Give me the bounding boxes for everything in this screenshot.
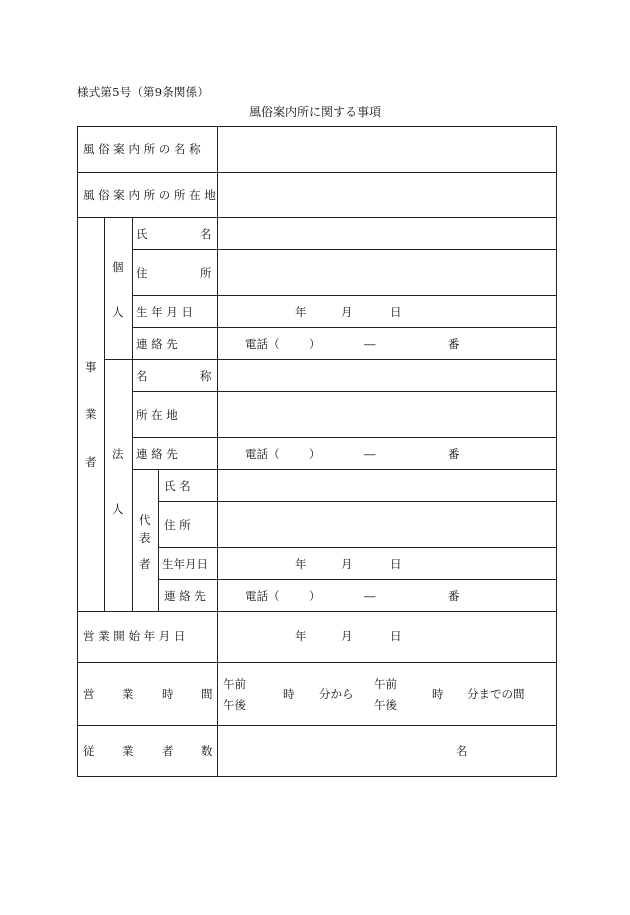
- representative-birthdate-year: 年: [295, 557, 307, 571]
- employee-count-char: 従: [83, 744, 95, 758]
- business-start-month: 月: [341, 629, 353, 643]
- open-am-label: 午前: [223, 677, 246, 691]
- individual-contact-label: 連 絡 先: [136, 337, 178, 351]
- close-minutes-until: 分までの間: [467, 687, 525, 701]
- business-hours-char: 時: [162, 687, 174, 701]
- employee-count-char: 数: [201, 744, 213, 758]
- business-operator-char: 事: [85, 360, 97, 374]
- corporation-phone-dash: ―: [364, 447, 376, 461]
- representative-char: 者: [139, 557, 151, 571]
- individual-phone-dash: ―: [364, 337, 376, 351]
- representative-phone-dash: ―: [364, 589, 376, 603]
- business-operator-char: 者: [85, 455, 97, 469]
- individual-address-label: 住: [136, 266, 148, 280]
- representative-phone-prefix: 電話（: [245, 589, 280, 603]
- row-divider: [132, 327, 557, 328]
- column-divider: [158, 469, 159, 611]
- corporation-name-label: 名: [136, 369, 148, 383]
- row-divider: [77, 662, 557, 663]
- individual-birthdate-label: 生 年 月 日: [136, 305, 193, 319]
- column-divider: [132, 217, 133, 611]
- open-pm-label: 午後: [223, 698, 246, 712]
- individual-birthdate-month: 月: [341, 305, 353, 319]
- business-operator-char: 業: [85, 407, 97, 421]
- corporation-char: 法: [112, 447, 124, 461]
- row-divider: [77, 725, 557, 726]
- row-divider: [77, 611, 557, 612]
- form-table: [77, 126, 557, 777]
- individual-char: 個: [112, 260, 124, 274]
- representative-phone-close: ）: [309, 589, 321, 603]
- office-name-label: 風 俗 案 内 所 の 名 称: [83, 142, 201, 156]
- corporation-phone-close: ）: [309, 447, 321, 461]
- row-divider: [132, 295, 557, 296]
- individual-phone-prefix: 電話（: [245, 337, 280, 351]
- representative-birthdate-month: 月: [341, 557, 353, 571]
- business-start-year: 年: [295, 629, 307, 643]
- employee-count-char: 業: [122, 744, 134, 758]
- individual-phone-suffix: 番: [448, 337, 460, 351]
- business-hours-char: 業: [122, 687, 134, 701]
- business-start-date-label: 営 業 開 始 年 月 日: [83, 629, 186, 643]
- business-start-day: 日: [390, 629, 402, 643]
- corporation-contact-label: 連 絡 先: [136, 447, 178, 461]
- individual-address-label: 所: [200, 266, 212, 280]
- representative-birthdate-label: 生年月日: [162, 557, 208, 571]
- row-divider: [132, 469, 557, 470]
- corporation-name-label: 称: [200, 369, 212, 383]
- corporation-char: 人: [112, 502, 124, 516]
- form-number: 様式第5号（第9条関係）: [77, 85, 210, 99]
- individual-name-label: 氏: [136, 227, 148, 241]
- open-hour-unit: 時: [283, 687, 295, 701]
- corporation-phone-prefix: 電話（: [245, 447, 280, 461]
- office-location-label: 風 俗 案 内 所 の 所 在 地: [83, 188, 216, 202]
- row-divider: [104, 359, 557, 360]
- document-title: 風俗案内所に関する事項: [248, 105, 381, 119]
- close-pm-label: 午後: [374, 698, 397, 712]
- close-hour-unit: 時: [432, 687, 444, 701]
- business-hours-char: 営: [83, 687, 95, 701]
- representative-char: 表: [139, 531, 151, 545]
- close-am-label: 午前: [374, 677, 397, 691]
- corporation-location-label: 所 在 地: [136, 408, 178, 422]
- representative-char: 代: [139, 513, 151, 527]
- employee-count-char: 者: [162, 744, 174, 758]
- row-divider: [132, 437, 557, 438]
- corporation-phone-suffix: 番: [448, 447, 460, 461]
- individual-char: 人: [112, 305, 124, 319]
- individual-name-label: 名: [200, 227, 212, 241]
- representative-contact-label: 連 絡 先: [164, 589, 206, 603]
- row-divider: [77, 172, 557, 173]
- representative-phone-suffix: 番: [448, 589, 460, 603]
- column-divider: [217, 126, 218, 777]
- row-divider: [77, 217, 557, 218]
- individual-phone-close: ）: [309, 337, 321, 351]
- representative-name-label: 氏 名: [164, 479, 191, 493]
- open-minutes-from: 分から: [319, 687, 354, 701]
- individual-birthdate-day: 日: [390, 305, 402, 319]
- row-divider: [132, 391, 557, 392]
- representative-address-label: 住 所: [164, 518, 191, 532]
- employee-count-unit: 名: [456, 744, 468, 758]
- individual-birthdate-year: 年: [295, 305, 307, 319]
- column-divider: [104, 217, 105, 611]
- business-hours-char: 間: [201, 687, 213, 701]
- row-divider: [132, 249, 557, 250]
- representative-birthdate-day: 日: [390, 557, 402, 571]
